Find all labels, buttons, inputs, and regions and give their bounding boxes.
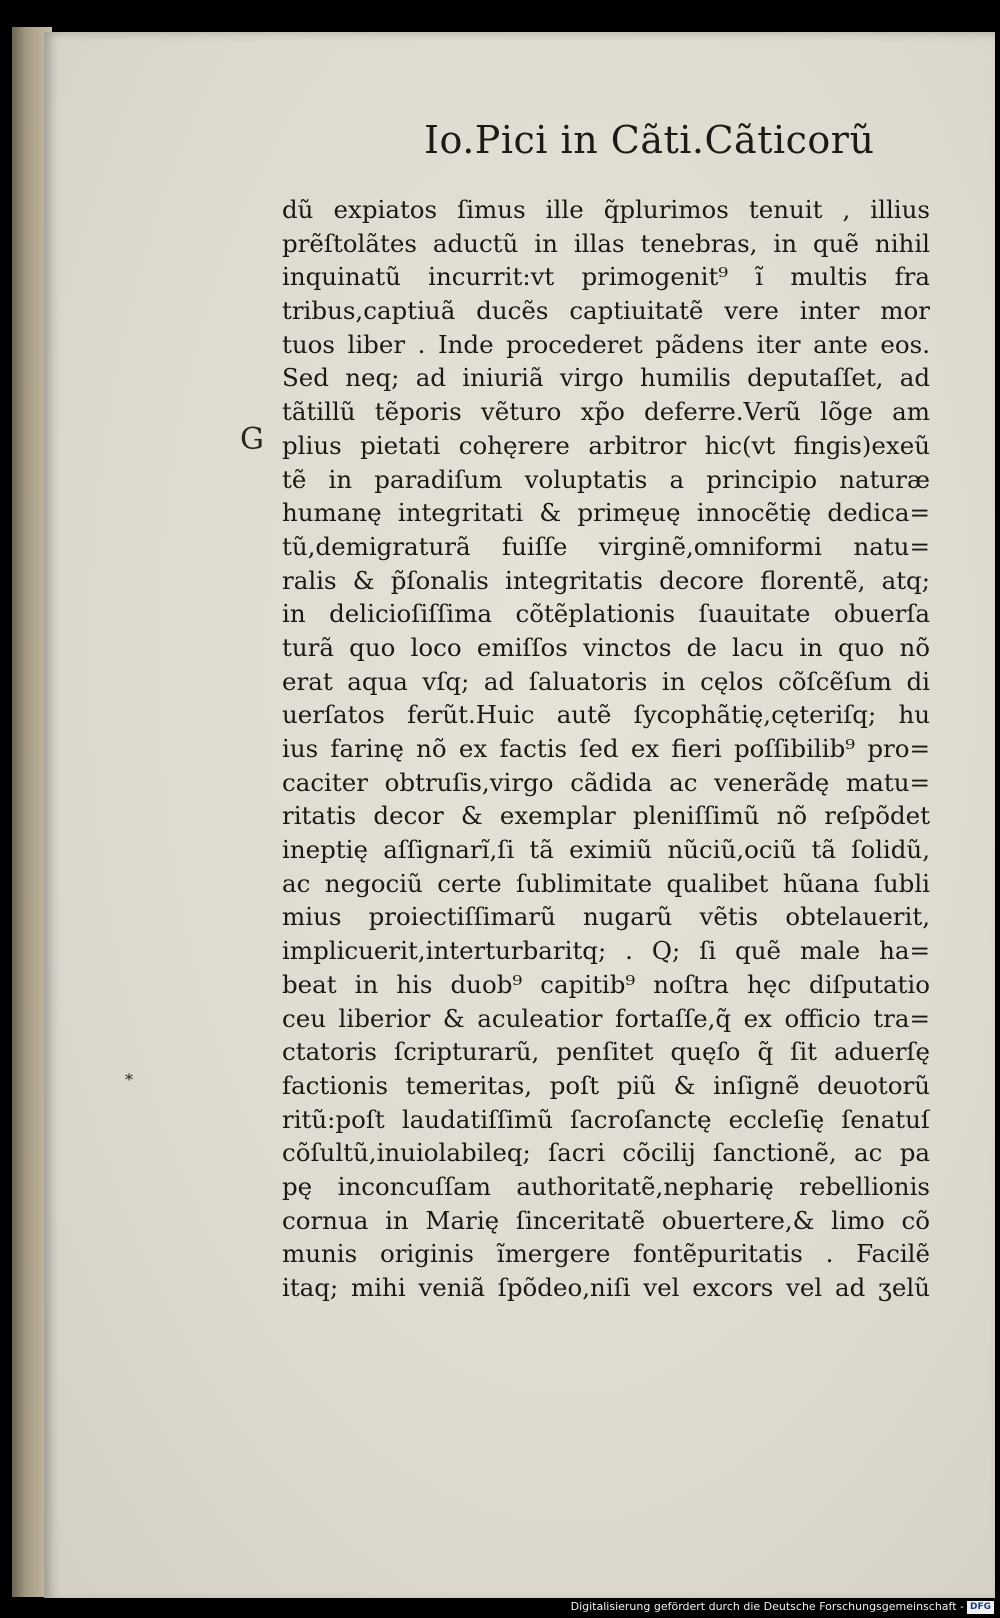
text-line: ritatis decor & exemplar pleniſſimũ nõ reſpõdet bbox=[282, 801, 930, 831]
text-line: turã quo loco emiſſos vinctos de lacu in quo nõ bbox=[282, 632, 930, 662]
text-line: tũ,demigraturã fuiſſe virginẽ,omniformi natu= bbox=[282, 531, 930, 561]
text-line: tribus,captiuã ducẽs captiuitatẽ vere inter mor bbox=[282, 296, 930, 326]
text-line: ineptię aſſignarĩ,ſi tã eximiũ nũciũ,ociũ tã ſolidũ, bbox=[282, 835, 930, 865]
text-line: implicuerit,interturbaritq; . Q; ſi quẽ male ha= bbox=[282, 936, 930, 966]
text-line: Sed neq; ad iniuriã virgo humilis deputaſſet, ad bbox=[282, 363, 930, 393]
dfg-logo: DFG bbox=[967, 1601, 994, 1614]
text-line: tuos liber . Inde procederet pãdens iter ante eos. bbox=[282, 329, 930, 359]
text-line: tẽ in paradiſum voluptatis a principio naturæ bbox=[282, 464, 930, 494]
text-line: ralis & p̃ſonalis integritatis decore florentẽ, atq; bbox=[282, 565, 930, 595]
text-line: ritũ:poſt laudatiſſimũ ſacroſanctę eccleſię ſenatuſ bbox=[282, 1104, 930, 1134]
text-line: prẽſtolãtes aductũ in illas tenebras, in quẽ nihil bbox=[282, 228, 930, 258]
text-line: ctatoris ſcripturarũ, penſitet quęſo q̃ ſit aduerſę bbox=[282, 1037, 930, 1067]
funding-credit: Digitalisierung gefördert durch die Deutsche Forschungsgemeinschaft - bbox=[570, 1600, 964, 1613]
text-line: plius pietati cohęrere arbitror hic(vt fingis)exeũ bbox=[282, 430, 930, 460]
text-line: in delicioſiſſima cõtẽplationis ſuauitate obuerſa bbox=[282, 599, 930, 629]
text-line: ius farinę nõ ex factis ſed ex fieri poſſibilib⁹ pro= bbox=[282, 734, 930, 763]
body-text-block bbox=[282, 193, 930, 1305]
text-line: cõſultũ,inuiolabileq; ſacri cõcilij ſanctionẽ, ac pa bbox=[282, 1138, 930, 1168]
text-line: inquinatũ incurrit:vt primogenit⁹ ĩ multis fra bbox=[282, 262, 930, 292]
marginal-letter: G bbox=[240, 422, 264, 457]
text-line: itaq; mihi veniã ſpõdeo,niſi vel excors vel ad ʒelũ bbox=[282, 1273, 930, 1302]
text-line: ceu liberior & aculeatior fortaſſe,q̃ ex officio tra= bbox=[282, 1003, 930, 1033]
marginal-mark: ⁎ bbox=[125, 1065, 133, 1084]
text-line: humanę integritati & primęuę innocẽtię dedica= bbox=[282, 498, 930, 528]
text-line: mius proiectiſſimarũ nugarũ vẽtis obtelauerit, bbox=[282, 902, 930, 932]
text-line: dũ expiatos ſimus ille q̃plurimos tenuit , illius bbox=[282, 195, 930, 224]
text-line: factionis temeritas, poſt piũ & inſignẽ deuotorũ bbox=[282, 1070, 930, 1100]
text-line: munis originis ĩmergere fontẽpuritatis . Facilẽ bbox=[282, 1239, 930, 1269]
running-title: Io.Pici in Cãti.Cãticorũ bbox=[424, 118, 875, 162]
text-line: beat in his duob⁹ capitib⁹ noſtra hęc diſputatio bbox=[282, 969, 930, 999]
text-line: erat aqua vſq; ad ſaluatoris in cęlos cõſcẽſum di bbox=[282, 666, 930, 696]
text-line: caciter obtruſis,virgo cãdida ac venerãdę matu= bbox=[282, 767, 930, 797]
text-line: cornua in Marię ſinceritatẽ obuertere,& limo cõ bbox=[282, 1205, 930, 1235]
text-line: pę inconcuſſam authoritatẽ,nepharię rebellionis bbox=[282, 1171, 930, 1201]
text-line: ac negociũ certe ſublimitate qualibet hũana ſubli bbox=[282, 868, 930, 898]
text-line: uerſatos ferũt.Huic autẽ ſycophãtię,cęteriſq; hu bbox=[282, 700, 930, 730]
text-line: tãtillũ tẽporis vẽturo xp̃o deferre.Verũ lõge am bbox=[282, 397, 930, 427]
